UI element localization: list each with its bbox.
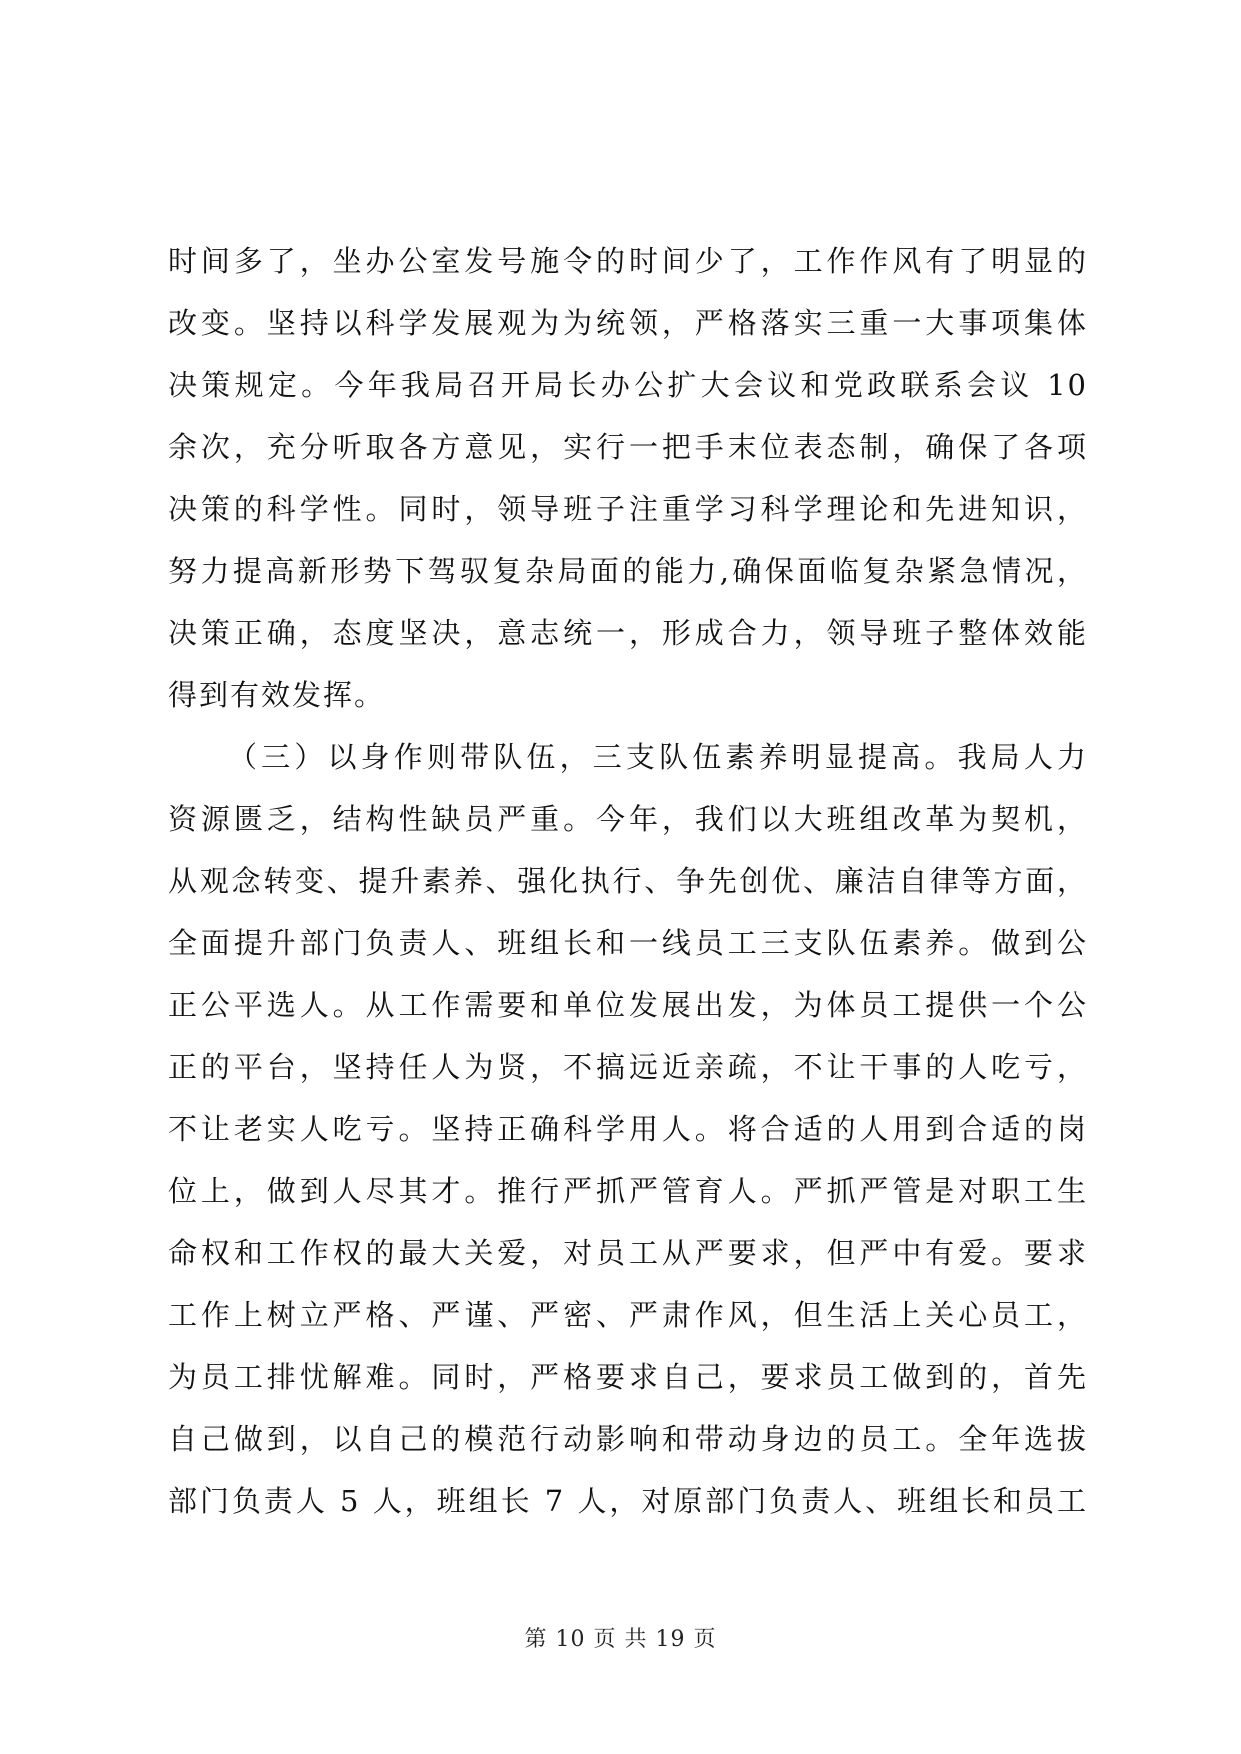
text-line: 余次，充分听取各方意见，实行一把手末位表态制，确保了各项 (168, 430, 1088, 464)
text-line: 自己做到，以自己的模范行动影响和带动身边的员工。全年选拔 (168, 1422, 1088, 1456)
text-line: 部门负责人 5 人，班组长 7 人，对原部门负责人、班组长和员工 (168, 1484, 1088, 1518)
text-line: 努力提高新形势下驾驭复杂局面的能力,确保面临复杂紧急情况， (168, 554, 1088, 588)
text-line: 决策正确，态度坚决，意志统一，形成合力，领导班子整体效能 (168, 616, 1088, 650)
text-line: 从观念转变、提升素养、强化执行、争先创优、廉洁自律等方面， (168, 864, 1088, 898)
page-number-footer: 第 10 页 共 19 页 (524, 1627, 717, 1652)
text-line: 改变。坚持以科学发展观为为统领，严格落实三重一大事项集体 (168, 306, 1088, 340)
text-line: 决策的科学性。同时，领导班子注重学习科学理论和先进知识， (168, 492, 1088, 526)
text-line: 为员工排忧解难。同时，严格要求自己，要求员工做到的，首先 (168, 1360, 1088, 1394)
text-line: 位上，做到人尽其才。推行严抓严管育人。严抓严管是对职工生 (168, 1174, 1088, 1208)
text-line: 资源匮乏，结构性缺员严重。今年，我们以大班组改革为契机， (168, 802, 1088, 836)
text-line: 全面提升部门负责人、班组长和一线员工三支队伍素养。做到公 (168, 926, 1088, 960)
section-heading-line: （三）以身作则带队伍，三支队伍素养明显提高。我局人力 (228, 740, 1088, 774)
text-line: 得到有效发挥。 (168, 678, 386, 712)
text-line: 工作上树立严格、严谨、严密、严肃作风，但生活上关心员工， (168, 1298, 1088, 1332)
text-line: 时间多了，坐办公室发号施令的时间少了，工作作风有了明显的 (168, 244, 1088, 278)
body-text (168, 230, 1088, 1532)
text-line: 不让老实人吃亏。坚持正确科学用人。将合适的人用到合适的岗 (168, 1112, 1088, 1146)
text-line: 正公平选人。从工作需要和单位发展出发，为体员工提供一个公 (168, 988, 1088, 1022)
text-line: 决策规定。今年我局召开局长办公扩大会议和党政联系会议 10 (168, 368, 1088, 402)
text-line: 正的平台，坚持任人为贤，不搞远近亲疏，不让干事的人吃亏， (168, 1050, 1088, 1084)
text-line: 命权和工作权的最大关爱，对员工从严要求，但严中有爱。要求 (168, 1236, 1088, 1270)
